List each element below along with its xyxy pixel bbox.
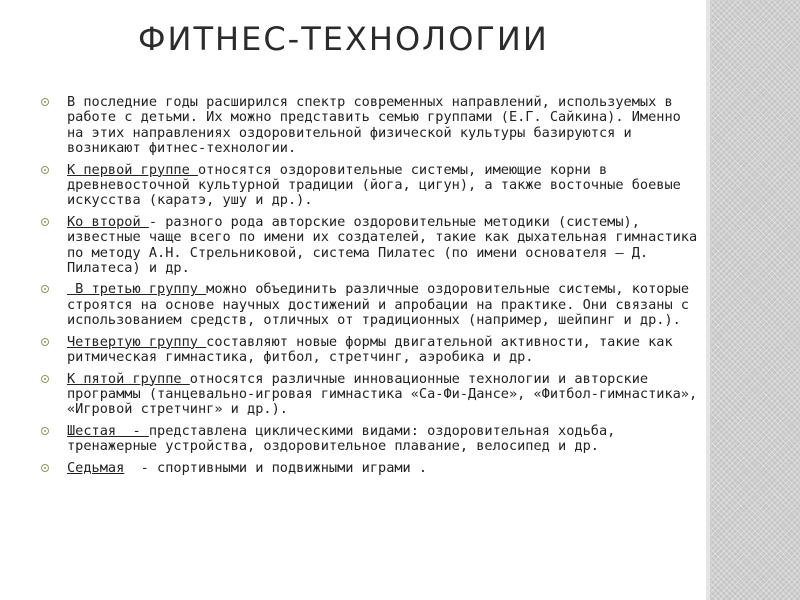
bullet-lead: Четвертую группу [67, 333, 207, 350]
bullet-item-group-3 [40, 282, 702, 328]
bullet-text: относятся различные инновационные технологии и авторские программы (танцевально-игровая гимнастика «Са-Фи-Дансе», «Фитбол-гимнастика», «Игровой стретчинг» и др.). [67, 370, 698, 418]
ring-bullet-icon [41, 338, 49, 346]
ring-bullet-icon [41, 218, 49, 226]
ring-bullet-icon [41, 98, 49, 106]
bullet-item-intro [40, 95, 702, 157]
bullet-lead: Ко второй [67, 213, 149, 230]
bullet-list [40, 95, 702, 482]
bullet-lead: В третью группу [67, 281, 207, 298]
bullet-item-group-4 [40, 335, 702, 366]
bullet-text: можно объединить различные оздоровительные системы, которые строятся на основе научных достижений и апробации на практике. Они связаны с использованием средств, отличных от традиционных (например, шейпинг и др.). [67, 281, 690, 329]
bullet-lead: К пятой группе [67, 370, 190, 387]
ring-bullet-icon [41, 166, 49, 174]
ring-bullet-icon [41, 464, 49, 472]
bullet-text: В последние годы расширился спектр современных направлений, используемых в работе с детьми. Их можно представить семью группами (Е.Г. Сайкина). Именно на этих направлениях оздоровительной физической культуры базируются и возникают фитнес-технологии. [67, 94, 681, 157]
bullet-lead: Шестая - [67, 422, 149, 439]
bullet-item-group-1 [40, 163, 702, 209]
bullet-item-group-2 [40, 215, 702, 277]
bullet-text: представлена циклическими видами: оздоровительная ходьба, тренажерные устройства, оздоровительное плавание, велосипед и др. [67, 422, 616, 455]
bullet-text: относятся оздоровительные системы, имеющие корни в древневосточной культурной традиции (йога, цигун), а также восточные боевые искусства (каратэ, ушу и др.). [67, 161, 681, 209]
bullet-text: - спортивными и подвижными играми . [124, 459, 428, 476]
bullet-text: составляют новые формы двигательной активности, такие как ритмическая гимнастика, фитбол, стретчинг, аэробика и др. [67, 333, 673, 366]
ring-bullet-icon [41, 285, 49, 293]
bullet-item-group-7 [40, 461, 702, 476]
ring-bullet-icon [41, 375, 49, 383]
ring-bullet-icon [41, 427, 49, 435]
side-decor-panel [710, 0, 800, 600]
bullet-lead: Седьмая [67, 459, 125, 476]
bullet-item-group-6 [40, 424, 702, 455]
bullet-lead: К первой группе [67, 161, 198, 178]
bullet-item-group-5 [40, 372, 702, 418]
bullet-text: - разного рода авторские оздоровительные методики (системы), известные чаще всего по имени их создателей, такие как дыхательная гимнастика по методу А.Н. Стрельниковой, система Пилатес (по имени основателя – Д. Пилатеса) и др. [67, 213, 698, 277]
slide-title: ФИТНЕС-ТЕХНОЛОГИИ [138, 20, 549, 58]
